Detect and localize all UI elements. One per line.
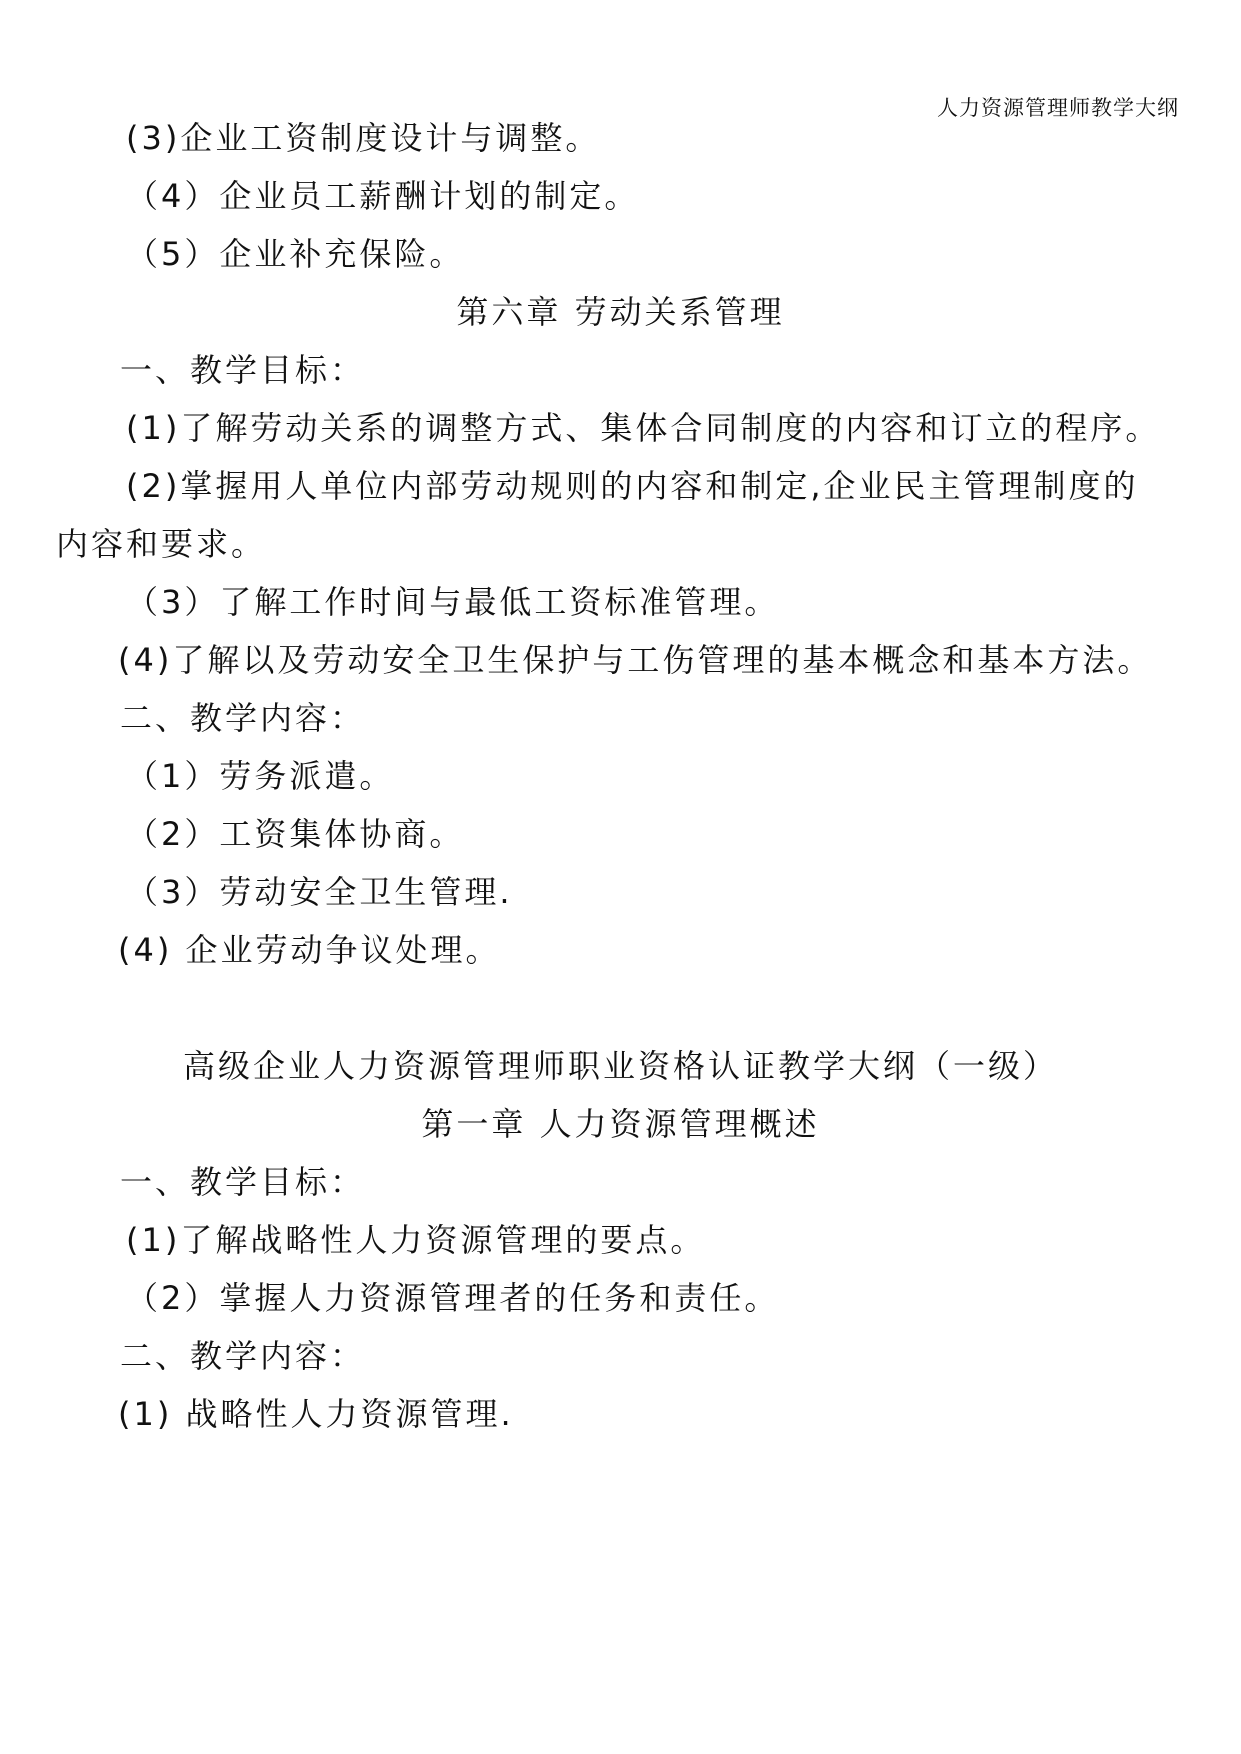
list-item: (1) 战略性人力资源管理.: [118, 1395, 514, 1433]
list-item: （2）工资集体协商。: [126, 815, 465, 853]
section-heading: 二、教学内容：: [120, 699, 366, 737]
list-item: (2)掌握用人单位内部劳动规则的内容和制定,企业民主管理制度的: [126, 467, 1139, 505]
list-item: （3）了解工作时间与最低工资标准管理。: [126, 583, 780, 621]
list-item: (1)了解战略性人力资源管理的要点。: [126, 1221, 706, 1259]
document-section-title: 高级企业人力资源管理师职业资格认证教学大纲（一级）: [182, 1047, 1058, 1085]
list-item: (4)了解以及劳动安全卫生保护与工伤管理的基本概念和基本方法。: [118, 641, 1153, 679]
list-item: （3）劳动安全卫生管理.: [126, 873, 513, 911]
list-item: (3)企业工资制度设计与调整。: [126, 119, 601, 157]
chapter-heading: 第六章 劳动关系管理: [456, 293, 785, 331]
list-item: （1）劳务派遣。: [126, 757, 395, 795]
section-heading: 一、教学目标：: [120, 1163, 366, 1201]
list-item-continuation: 内容和要求。: [56, 525, 267, 563]
section-heading: 一、教学目标：: [120, 351, 366, 389]
list-item: (1)了解劳动关系的调整方式、集体合同制度的内容和订立的程序。: [126, 409, 1161, 447]
chapter-heading: 第一章 人力资源管理概述: [421, 1105, 820, 1143]
list-item: （5）企业补充保险。: [126, 235, 465, 273]
list-item: (4) 企业劳动争议处理。: [118, 931, 501, 969]
section-heading: 二、教学内容：: [120, 1337, 366, 1375]
list-item: （2）掌握人力资源管理者的任务和责任。: [126, 1279, 780, 1317]
running-header: 人力资源管理师教学大纲: [937, 96, 1179, 120]
list-item: （4）企业员工薪酬计划的制定。: [126, 177, 640, 215]
